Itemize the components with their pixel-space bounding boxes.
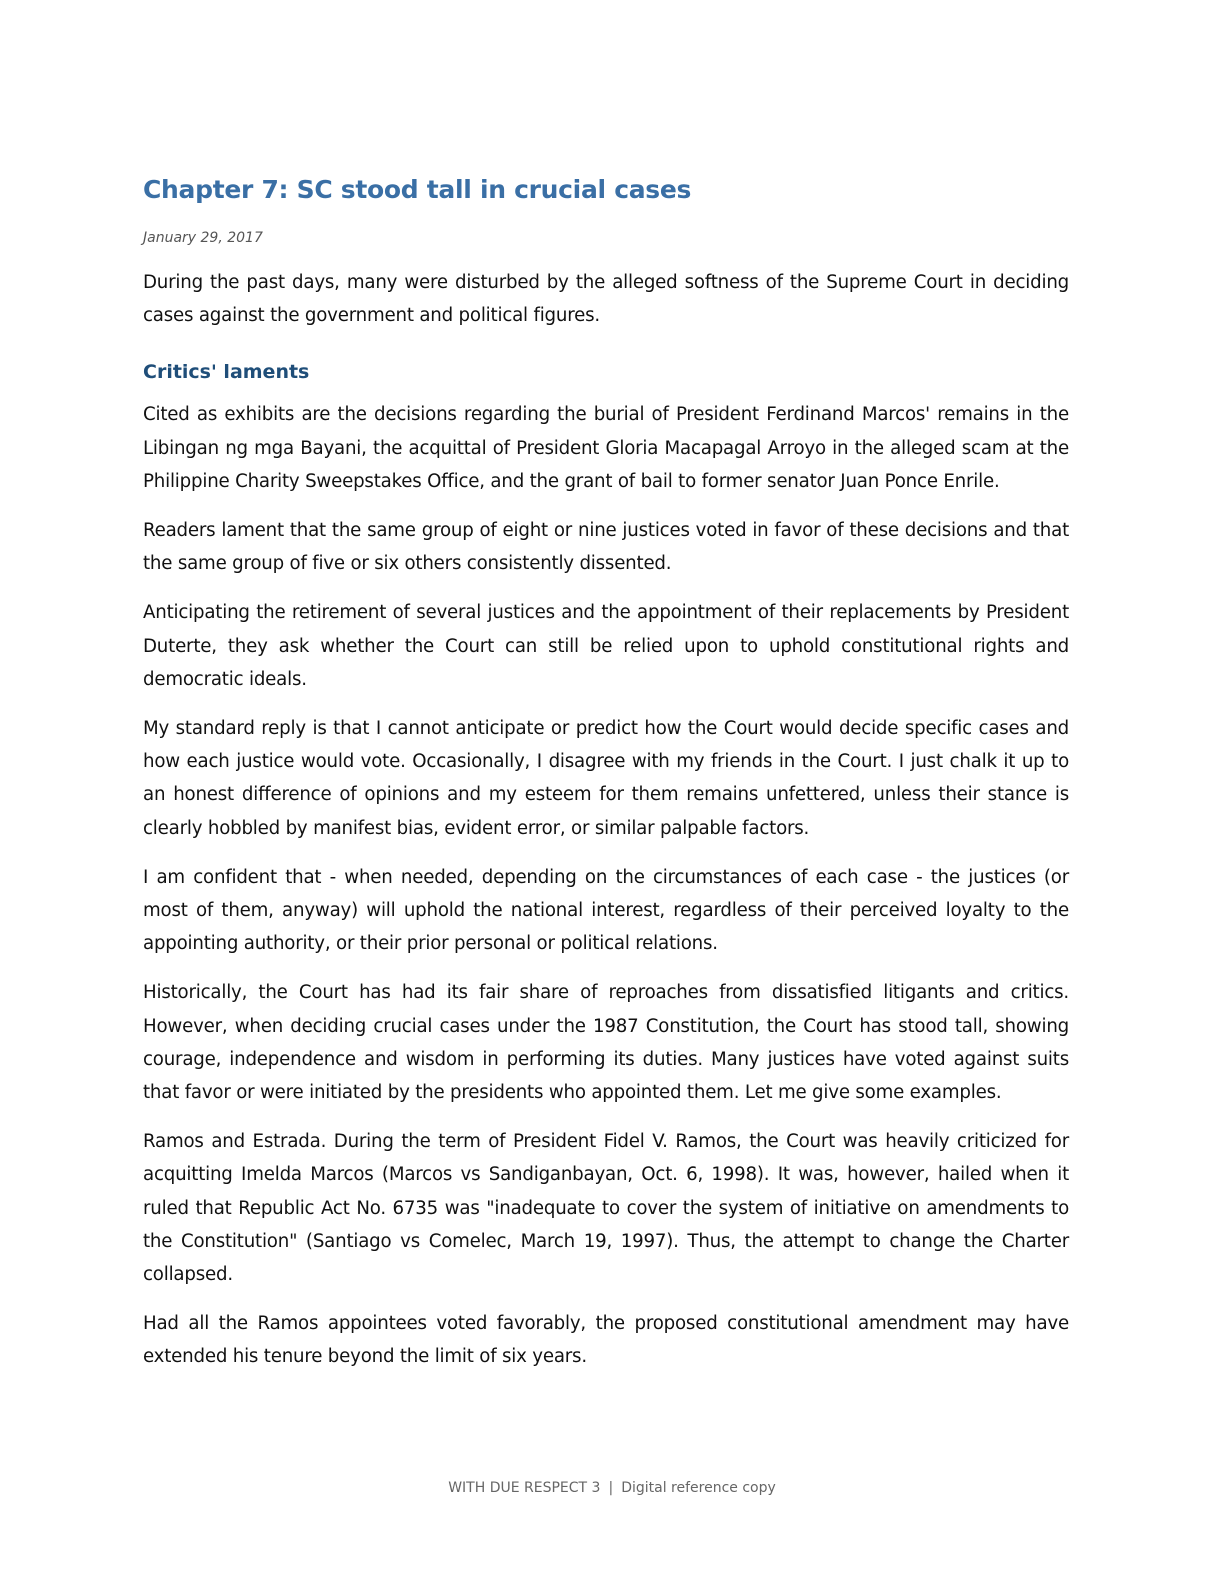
publication-date: January 29, 2017: [143, 230, 263, 246]
body-paragraph-5: I am confident that - when needed, depending on the circumstances of each case - the justices (or most of them, anyway) will uphold the national interest, regardless of their perceived loyalty to the appointing authority, or their prior personal or political relations.: [143, 866, 1069, 955]
intro-paragraph: During the past days, many were disturbed by the alleged softness of the Supreme Court in deciding cases against the government and political figures.: [143, 272, 1069, 327]
page-footer: [0, 1478, 1224, 1498]
footer-book-title: WITH DUE RESPECT 3: [448, 1480, 601, 1496]
chapter-title: Chapter 7: SC stood tall in crucial cases: [143, 175, 692, 204]
document-body: [143, 170, 1069, 1390]
body-paragraph-3: Anticipating the retirement of several justices and the appointment of their replacements by President Duterte, they ask whether the Court can still be relied upon to uphold constitutional rights and democratic ideals.: [143, 602, 1069, 690]
body-paragraph-2: Readers lament that the same group of eight or nine justices voted in favor of these decisions and that the same group of five or six others consistently dissented.: [143, 520, 1069, 575]
body-paragraph-6: Historically, the Court has had its fair share of reproaches from dissatisfied litigants and critics. However, when deciding crucial cases under the 1987 Constitution, the Court has stood tall, showing courage, independence and wisdom in performing its duties. Many justices have voted against suits that favor or were initiated by the presidents who appointed them. Let me give some examples.: [143, 982, 1069, 1104]
body-paragraph-7: Ramos and Estrada. During the term of President Fidel V. Ramos, the Court was heavily criticized for acquitting Imelda Marcos (Marcos vs Sandiganbayan, Oct. 6, 1998). It was, however, hailed when it ruled that Republic Act No. 6735 was "inadequate to cover the system of initiative on amendments to the Constitution" (Santiago vs Comelec, March 19, 1997). Thus, the attempt to change the Charter collapsed.: [143, 1131, 1069, 1286]
body-paragraph-4: My standard reply is that I cannot anticipate or predict how the Court would decide specific cases and how each justice would vote. Occasionally, I disagree with my friends in the Court. I just chalk it up to an honest difference of opinions and my esteem for them remains unfettered, unless their stance is clearly hobbled by manifest bias, evident error, or similar palpable factors.: [143, 718, 1069, 839]
section-heading: Critics' laments: [143, 361, 310, 384]
footer-separator: |: [608, 1480, 614, 1496]
footer-copy-note: Digital reference copy: [621, 1480, 776, 1496]
body-paragraph-8: Had all the Ramos appointees voted favorably, the proposed constitutional amendment may have extended his tenure beyond the limit of six years.: [143, 1313, 1069, 1368]
body-paragraph-1: Cited as exhibits are the decisions regarding the burial of President Ferdinand Marcos' remains in the Libingan ng mga Bayani, the acquittal of President Gloria Macapagal Arroyo in the alleged scam at the Philippine Charity Sweepstakes Office, and the grant of bail to former senator Juan Ponce Enrile.: [143, 404, 1069, 492]
